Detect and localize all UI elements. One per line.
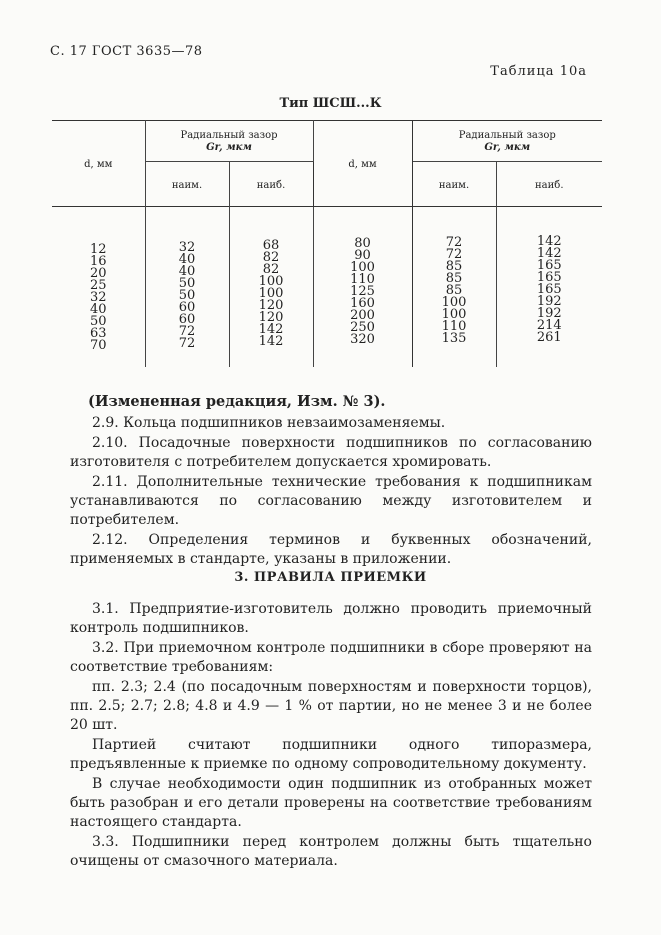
right-min-column: 72 72 85 85 85 100 100 110 135 <box>412 207 496 367</box>
clearance-header-right: Радиальный зазор Gr, мкм <box>412 121 602 162</box>
clause-3-2: 3.2. При приемочном контроле подшипники в сборе проверяют на соответствие требованиям: <box>70 639 592 676</box>
body-text-upper <box>70 392 592 570</box>
clause-3-1: 3.1. Предприятие-изготовитель должно проводить приемочный контроль подшипников. <box>70 601 592 637</box>
right-max-column: 142 142 165 165 165 192 192 214 261 <box>536 233 562 345</box>
left-d-column: 12 16 20 25 32 40 50 63 70 <box>52 207 145 367</box>
disassembly-note: В случае необходимости один подшипник из отобранных может быть разобран и его детали проверены на соответствие требованиям настоящего стандарта. <box>70 775 592 831</box>
left-max-column: 68 82 82 100 100 120 120 142 142 <box>229 207 313 367</box>
table-number: Таблица 10а <box>490 64 587 79</box>
min-header-left: наим. <box>145 162 229 207</box>
d-header-left: d, мм <box>52 121 145 207</box>
page-header: С. 17 ГОСТ 3635—78 <box>50 44 203 59</box>
clause-2-12: 2.12. Определения терминов и буквенных обозначений, применяемых в стандарте, указаны в приложении. <box>70 531 592 568</box>
amendment-note: (Измененная редакция, Изм. № 3). <box>88 393 386 410</box>
max-header-left: наиб. <box>229 162 313 207</box>
right-d-column: 80 90 100 110 125 160 200 250 320 <box>313 207 412 367</box>
left-min-column: 32 40 40 50 50 60 60 72 72 <box>145 207 229 367</box>
clause-2-10: 2.10. Посадочные поверхности подшипников по согласованию изготовителя с потребителем допускается хромировать. <box>70 434 592 471</box>
clause-3-3: 3.3. Подшипники перед контролем должны быть тщательно очищены от смазочного материала. <box>70 833 592 870</box>
clause-2-11: 2.11. Дополнительные технические требования к подшипникам устанавливаются по согласованию между изготовителем и потребителем. <box>70 473 592 529</box>
clause-3-2-list: пп. 2.3; 2.4 (по посадочным поверхностям и поверхности торцов), пп. 2.5; 2.7; 2.8; 4.8 и 4.9 — 1 % от партии, но не менее 3 и не более 20 шт. <box>70 678 592 734</box>
clearance-table <box>52 120 602 367</box>
d-header-right: d, мм <box>313 121 412 207</box>
min-header-right: наим. <box>412 162 496 207</box>
section-title: 3. ПРАВИЛА ПРИЕМКИ <box>234 570 427 585</box>
table-title: Тип ШСШ...К <box>279 96 382 111</box>
party-definition: Партией считают подшипники одного типоразмера, предъявленные к приемке по одному сопроводительному документу. <box>70 736 592 773</box>
max-header-right: наиб. <box>535 179 564 191</box>
clearance-header-left: Радиальный зазор Gr, мкм <box>145 121 313 162</box>
body-text-lower <box>70 600 592 872</box>
clause-2-9: 2.9. Кольца подшипников невзаимозаменяемы. <box>92 415 446 432</box>
